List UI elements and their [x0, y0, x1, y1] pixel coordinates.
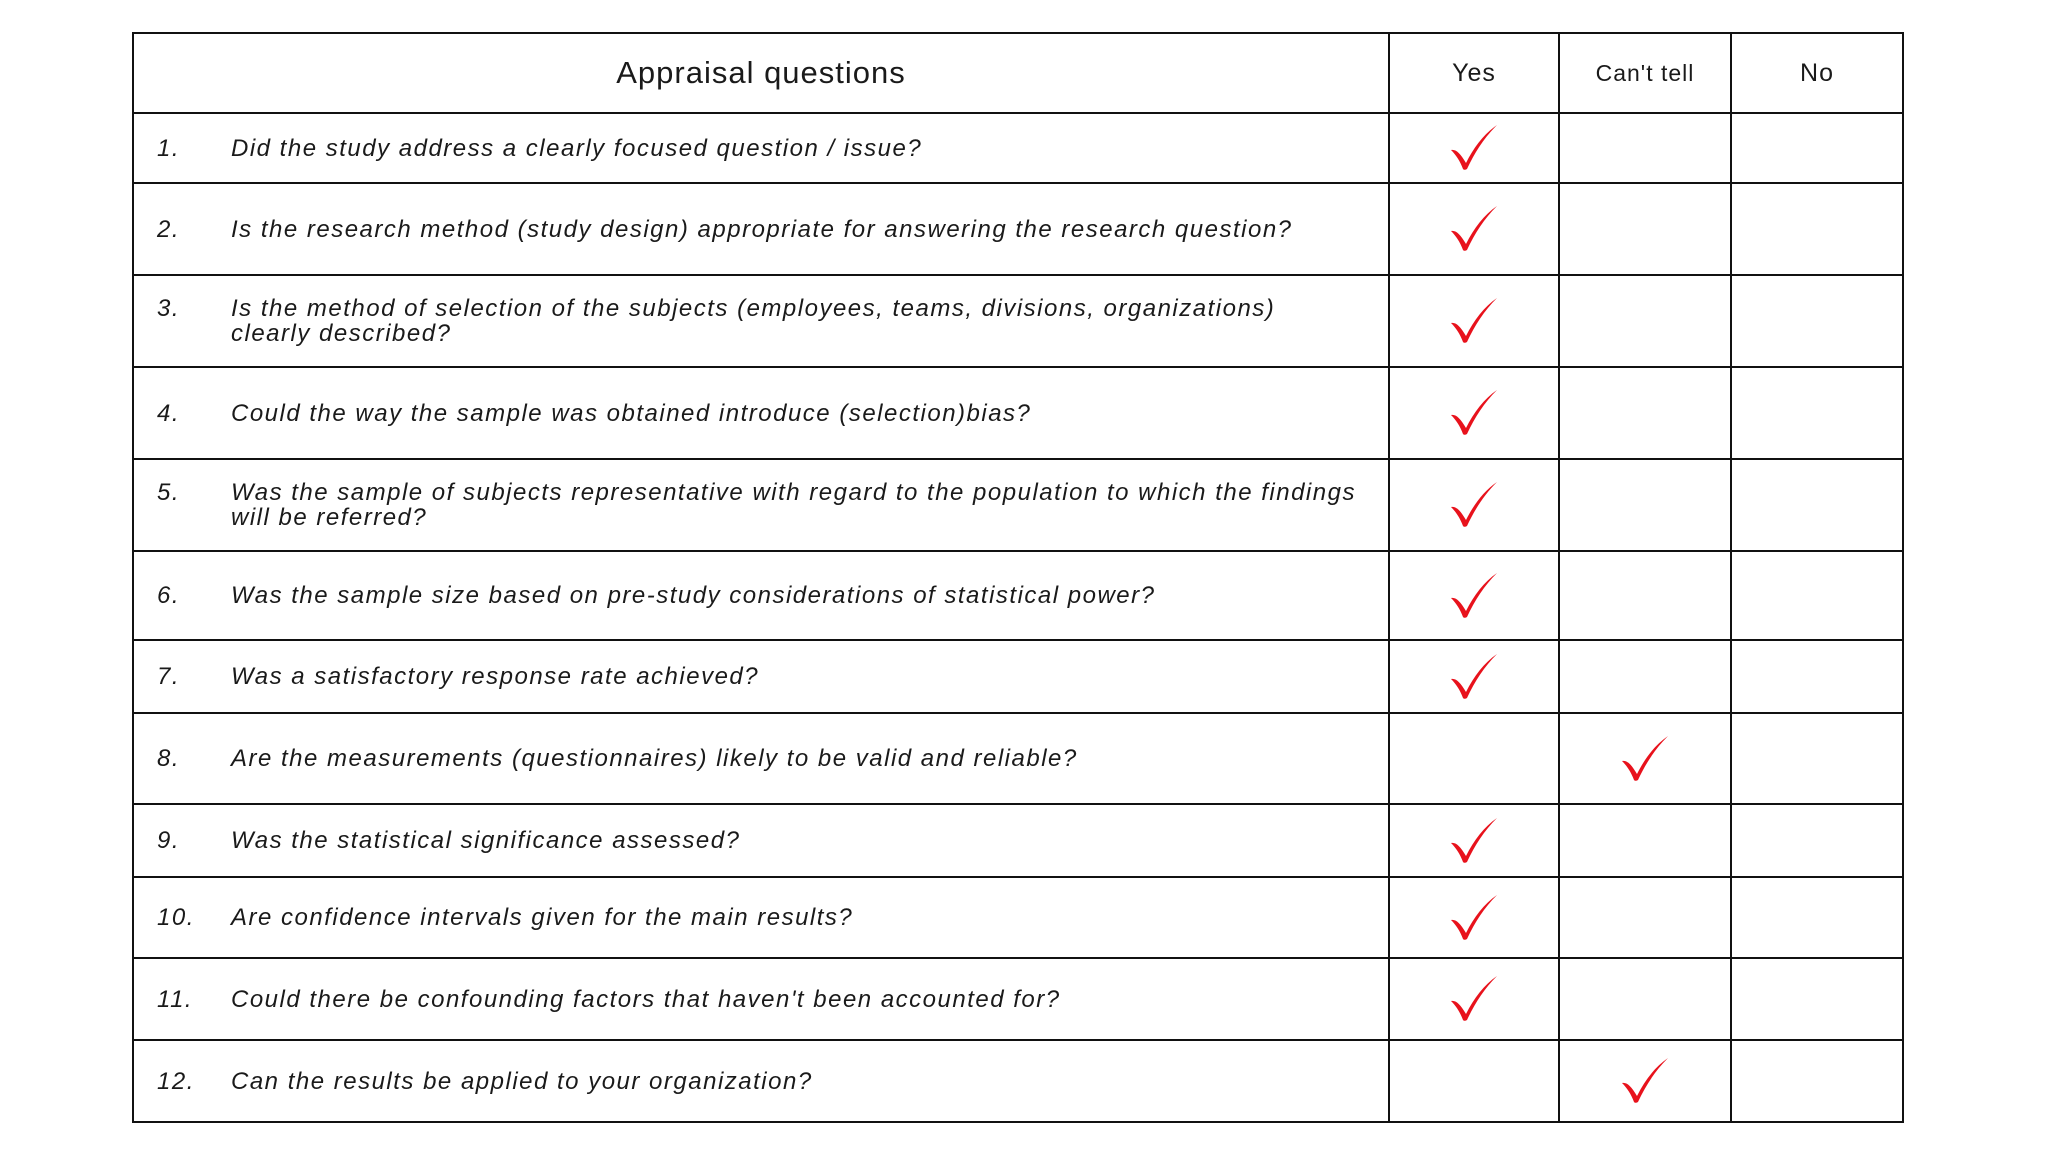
checkmark-icon	[1619, 734, 1671, 784]
answer-cell-no	[1731, 183, 1903, 275]
question-number: 1.	[157, 134, 181, 162]
checkmark-icon	[1448, 974, 1500, 1024]
question-cell	[133, 877, 1389, 958]
answer-cell-cant-tell	[1559, 551, 1731, 640]
header-no: No	[1731, 33, 1903, 113]
question-rows	[133, 113, 1903, 1122]
checkmark-icon	[1448, 123, 1500, 173]
table-row	[133, 183, 1903, 275]
header-appraisal-questions: Appraisal questions	[133, 33, 1389, 113]
answer-cell-cant-tell	[1559, 459, 1731, 551]
answer-cell-no	[1731, 1040, 1903, 1122]
question-number: 9.	[157, 827, 181, 854]
question-number: 4.	[157, 399, 181, 427]
checkmark-icon	[1619, 1056, 1671, 1106]
checkmark-icon	[1448, 652, 1500, 702]
checkmark-icon	[1448, 571, 1500, 621]
question-text: Could there be confounding factors that haven't been accounted for?	[231, 985, 1061, 1013]
answer-cell-yes	[1389, 367, 1559, 459]
question-number: 3.	[157, 295, 181, 322]
question-text: Was the sample of subjects representative with regard to the population to which the findings will be referred?	[231, 479, 1356, 531]
checkmark-icon	[1448, 388, 1500, 438]
question-number: 8.	[157, 745, 181, 772]
question-text: Are confidence intervals given for the main results?	[231, 904, 854, 931]
question-text: Was the statistical significance assessed?	[231, 827, 741, 854]
table-row	[133, 113, 1903, 183]
question-cell	[133, 713, 1389, 804]
checkmark-icon	[1448, 204, 1500, 254]
question-cell	[133, 113, 1389, 183]
table-row	[133, 551, 1903, 640]
checkmark-icon	[1448, 893, 1500, 943]
header-yes: Yes	[1389, 33, 1559, 113]
question-cell	[133, 640, 1389, 713]
answer-cell-yes	[1389, 640, 1559, 713]
checkmark-icon	[1448, 816, 1500, 866]
question-number: 7.	[157, 663, 181, 690]
table-row	[133, 367, 1903, 459]
question-number: 5.	[157, 479, 181, 506]
table-row	[133, 1040, 1903, 1122]
question-text: Was a satisfactory response rate achieved?	[231, 663, 760, 690]
question-text: Is the method of selection of the subjects (employees, teams, divisions, organizations) clearly described?	[231, 295, 1276, 347]
question-cell	[133, 1040, 1389, 1122]
answer-cell-cant-tell	[1559, 958, 1731, 1040]
header-cant-tell: Can't tell	[1559, 33, 1731, 113]
answer-cell-no	[1731, 640, 1903, 713]
question-text: Could the way the sample was obtained introduce (selection)bias?	[231, 399, 1032, 427]
table-row	[133, 640, 1903, 713]
question-number: 10.	[157, 904, 195, 931]
question-number: 6.	[157, 582, 181, 609]
answer-cell-cant-tell	[1559, 877, 1731, 958]
question-number: 2.	[157, 215, 181, 243]
answer-cell-cant-tell	[1559, 804, 1731, 877]
answer-cell-no	[1731, 113, 1903, 183]
question-text: Did the study address a clearly focused question / issue?	[231, 134, 923, 162]
answer-cell-no	[1731, 713, 1903, 804]
answer-cell-yes	[1389, 958, 1559, 1040]
answer-cell-no	[1731, 958, 1903, 1040]
answer-cell-yes	[1389, 459, 1559, 551]
question-text: Are the measurements (questionnaires) likely to be valid and reliable?	[231, 745, 1078, 772]
question-cell	[133, 275, 1389, 367]
table-row	[133, 958, 1903, 1040]
answer-cell-yes	[1389, 113, 1559, 183]
answer-cell-cant-tell	[1559, 640, 1731, 713]
answer-cell-yes	[1389, 804, 1559, 877]
question-cell	[133, 183, 1389, 275]
answer-cell-no	[1731, 877, 1903, 958]
answer-cell-yes	[1389, 183, 1559, 275]
checkmark-icon	[1448, 296, 1500, 346]
answer-cell-cant-tell	[1559, 275, 1731, 367]
question-cell	[133, 367, 1389, 459]
answer-cell-cant-tell	[1559, 713, 1731, 804]
question-cell	[133, 459, 1389, 551]
table-row	[133, 275, 1903, 367]
answer-cell-cant-tell	[1559, 367, 1731, 459]
answer-cell-yes	[1389, 877, 1559, 958]
answer-cell-cant-tell	[1559, 1040, 1731, 1122]
answer-cell-no	[1731, 275, 1903, 367]
appraisal-table	[132, 32, 1904, 1123]
header-row	[133, 33, 1903, 113]
question-text: Was the sample size based on pre-study considerations of statistical power?	[231, 582, 1156, 609]
question-number: 11.	[157, 985, 194, 1013]
answer-cell-yes	[1389, 1040, 1559, 1122]
answer-cell-cant-tell	[1559, 113, 1731, 183]
question-text: Can the results be applied to your organization?	[231, 1067, 813, 1095]
table-row	[133, 459, 1903, 551]
question-number: 12.	[157, 1067, 195, 1095]
table-row	[133, 713, 1903, 804]
answer-cell-no	[1731, 459, 1903, 551]
question-cell	[133, 551, 1389, 640]
answer-cell-no	[1731, 804, 1903, 877]
answer-cell-no	[1731, 367, 1903, 459]
question-cell	[133, 958, 1389, 1040]
answer-cell-yes	[1389, 713, 1559, 804]
table-row	[133, 877, 1903, 958]
question-cell	[133, 804, 1389, 877]
question-text: Is the research method (study design) appropriate for answering the research question?	[231, 215, 1293, 243]
answer-cell-no	[1731, 551, 1903, 640]
answer-cell-yes	[1389, 275, 1559, 367]
table-row	[133, 804, 1903, 877]
answer-cell-cant-tell	[1559, 183, 1731, 275]
checkmark-icon	[1448, 480, 1500, 530]
answer-cell-yes	[1389, 551, 1559, 640]
